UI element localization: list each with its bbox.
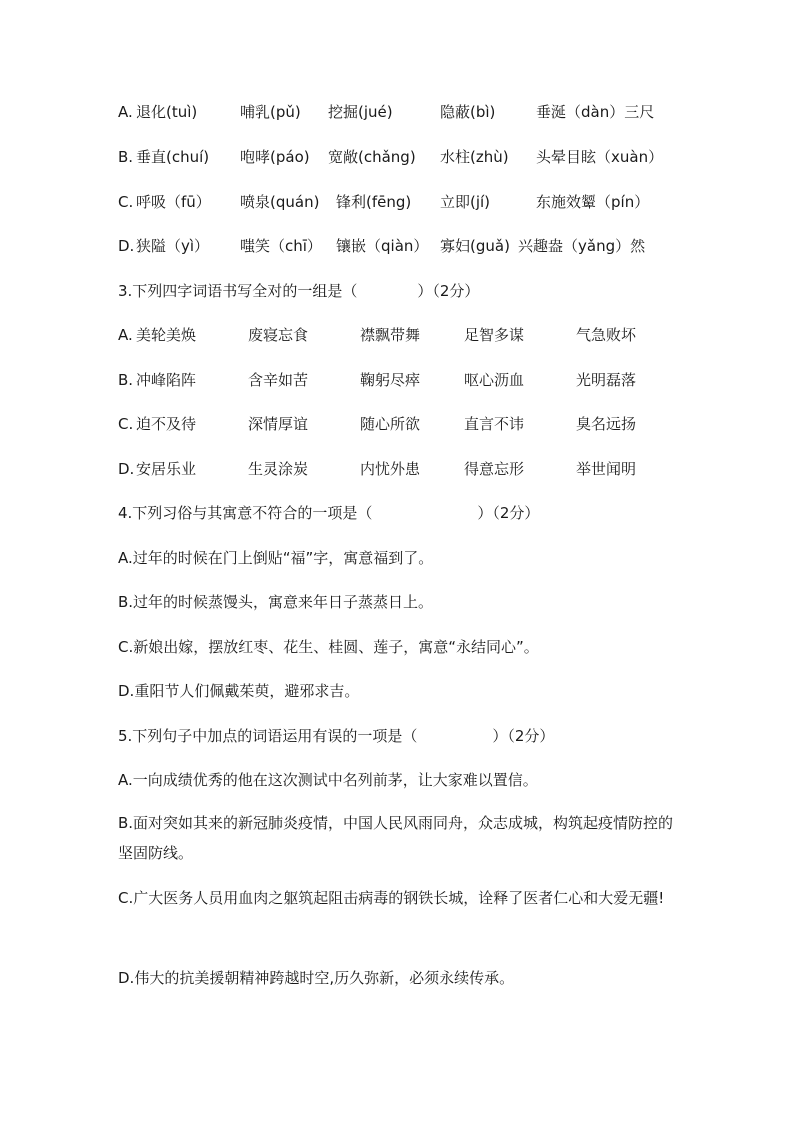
word-item: 足智多谋 [464, 326, 525, 344]
q4-option-b: B.过年的时候蒸馒头，寓意来年日子蒸蒸日上。 [118, 593, 434, 611]
q2-option-a [118, 102, 678, 122]
word-item: 呕心沥血 [464, 371, 525, 389]
word-item: 咆哮(páo) [240, 148, 310, 166]
word-item: 镶嵌（qiàn） [336, 237, 429, 255]
q3-option-b [118, 370, 678, 390]
word-item: 冲峰陷阵 [136, 371, 197, 389]
option-label: C. [118, 415, 134, 433]
option-label: D. [118, 237, 135, 255]
word-item: 挖掘(jué) [328, 103, 393, 121]
q5-option-b: B.面对突如其来的新冠肺炎疫情，中国人民风雨同舟，众志成城，构筑起疫情防控的坚固防线。 [118, 814, 674, 862]
q5-option-a: A.一向成绩优秀的他在这次测试中名列前茅，让大家难以置信。 [118, 771, 538, 789]
word-item: 立即(jí) [440, 193, 491, 211]
q4-option-d: D.重阳节人们佩戴茱萸，避邪求吉。 [118, 682, 360, 700]
word-item: 废寝忘食 [248, 326, 309, 344]
word-item: 生灵涂炭 [248, 460, 309, 478]
q3-stem: 3.下列四字词语书写全对的一组是（ ）（2分） [118, 282, 480, 300]
word-item: 兴趣盎（yǎng）然 [518, 237, 646, 255]
q5-option-c: C.广大医务人员用血肉之躯筑起阻击病毒的钢铁长城，诠释了医者仁心和大爱无疆! [118, 889, 665, 907]
word-item: 深情厚谊 [248, 415, 309, 433]
word-item: 退化(tuì) [136, 103, 198, 121]
word-item: 隐蔽(bì) [440, 103, 496, 121]
word-item: 得意忘形 [464, 460, 525, 478]
word-item: 内忧外患 [360, 460, 421, 478]
word-item: 气急败坏 [576, 326, 637, 344]
word-item: 嗤笑（chī） [240, 237, 322, 255]
word-item: 宽敞(chǎng) [328, 148, 416, 166]
q4-stem: 4.下列习俗与其寓意不符合的一项是（ ）（2分） [118, 504, 540, 522]
q2-option-b [118, 147, 678, 167]
option-label: D. [118, 460, 135, 478]
q2-option-c [118, 192, 678, 212]
word-item: 鞠躬尽瘁 [360, 371, 421, 389]
option-label: B. [118, 371, 134, 389]
word-item: 水柱(zhù) [440, 148, 509, 166]
q4-option-c: C.新娘出嫁，摆放红枣、花生、桂圆、莲子，寓意“永结同心”。 [118, 638, 539, 656]
option-label: A. [118, 326, 133, 344]
option-label: A. [118, 103, 133, 121]
word-item: 随心所欲 [360, 415, 421, 433]
word-item: 哺乳(pǔ) [240, 103, 301, 121]
q2-option-d [118, 236, 678, 256]
word-item: 安居乐业 [136, 460, 197, 478]
word-item: 美轮美焕 [136, 326, 197, 344]
q3-option-c [118, 414, 678, 434]
option-label: C. [118, 193, 134, 211]
word-item: 东施效颦（pín） [536, 193, 650, 211]
word-item: 锋利(fēng) [336, 193, 412, 211]
word-item: 垂直(chuí) [136, 148, 210, 166]
word-item: 含辛如苦 [248, 371, 309, 389]
word-item: 直言不讳 [464, 415, 525, 433]
word-item: 光明磊落 [576, 371, 637, 389]
word-item: 襟飘带舞 [360, 326, 421, 344]
option-label: B. [118, 148, 134, 166]
word-item: 狭隘（yì） [136, 237, 210, 255]
q3-option-d [118, 459, 678, 479]
word-item: 寡妇(guǎ) [440, 237, 510, 255]
word-item: 迫不及待 [136, 415, 197, 433]
q5-option-d: D.伟大的抗美援朝精神跨越时空,历久弥新，必须永续传承。 [118, 969, 515, 987]
word-item: 头晕目眩（xuàn） [536, 148, 664, 166]
word-item: 举世闻明 [576, 460, 637, 478]
word-item: 垂涎（dàn）三尺 [536, 103, 655, 121]
word-item: 喷泉(quán) [240, 193, 320, 211]
word-item: 臭名远扬 [576, 415, 637, 433]
q4-option-a: A.过年的时候在门上倒贴“福”字，寓意福到了。 [118, 549, 434, 567]
q5-stem: 5.下列句子中加点的词语运用有误的一项是（ ）（2分） [118, 727, 555, 745]
q3-option-a [118, 325, 678, 345]
word-item: 呼吸（fū） [136, 193, 211, 211]
